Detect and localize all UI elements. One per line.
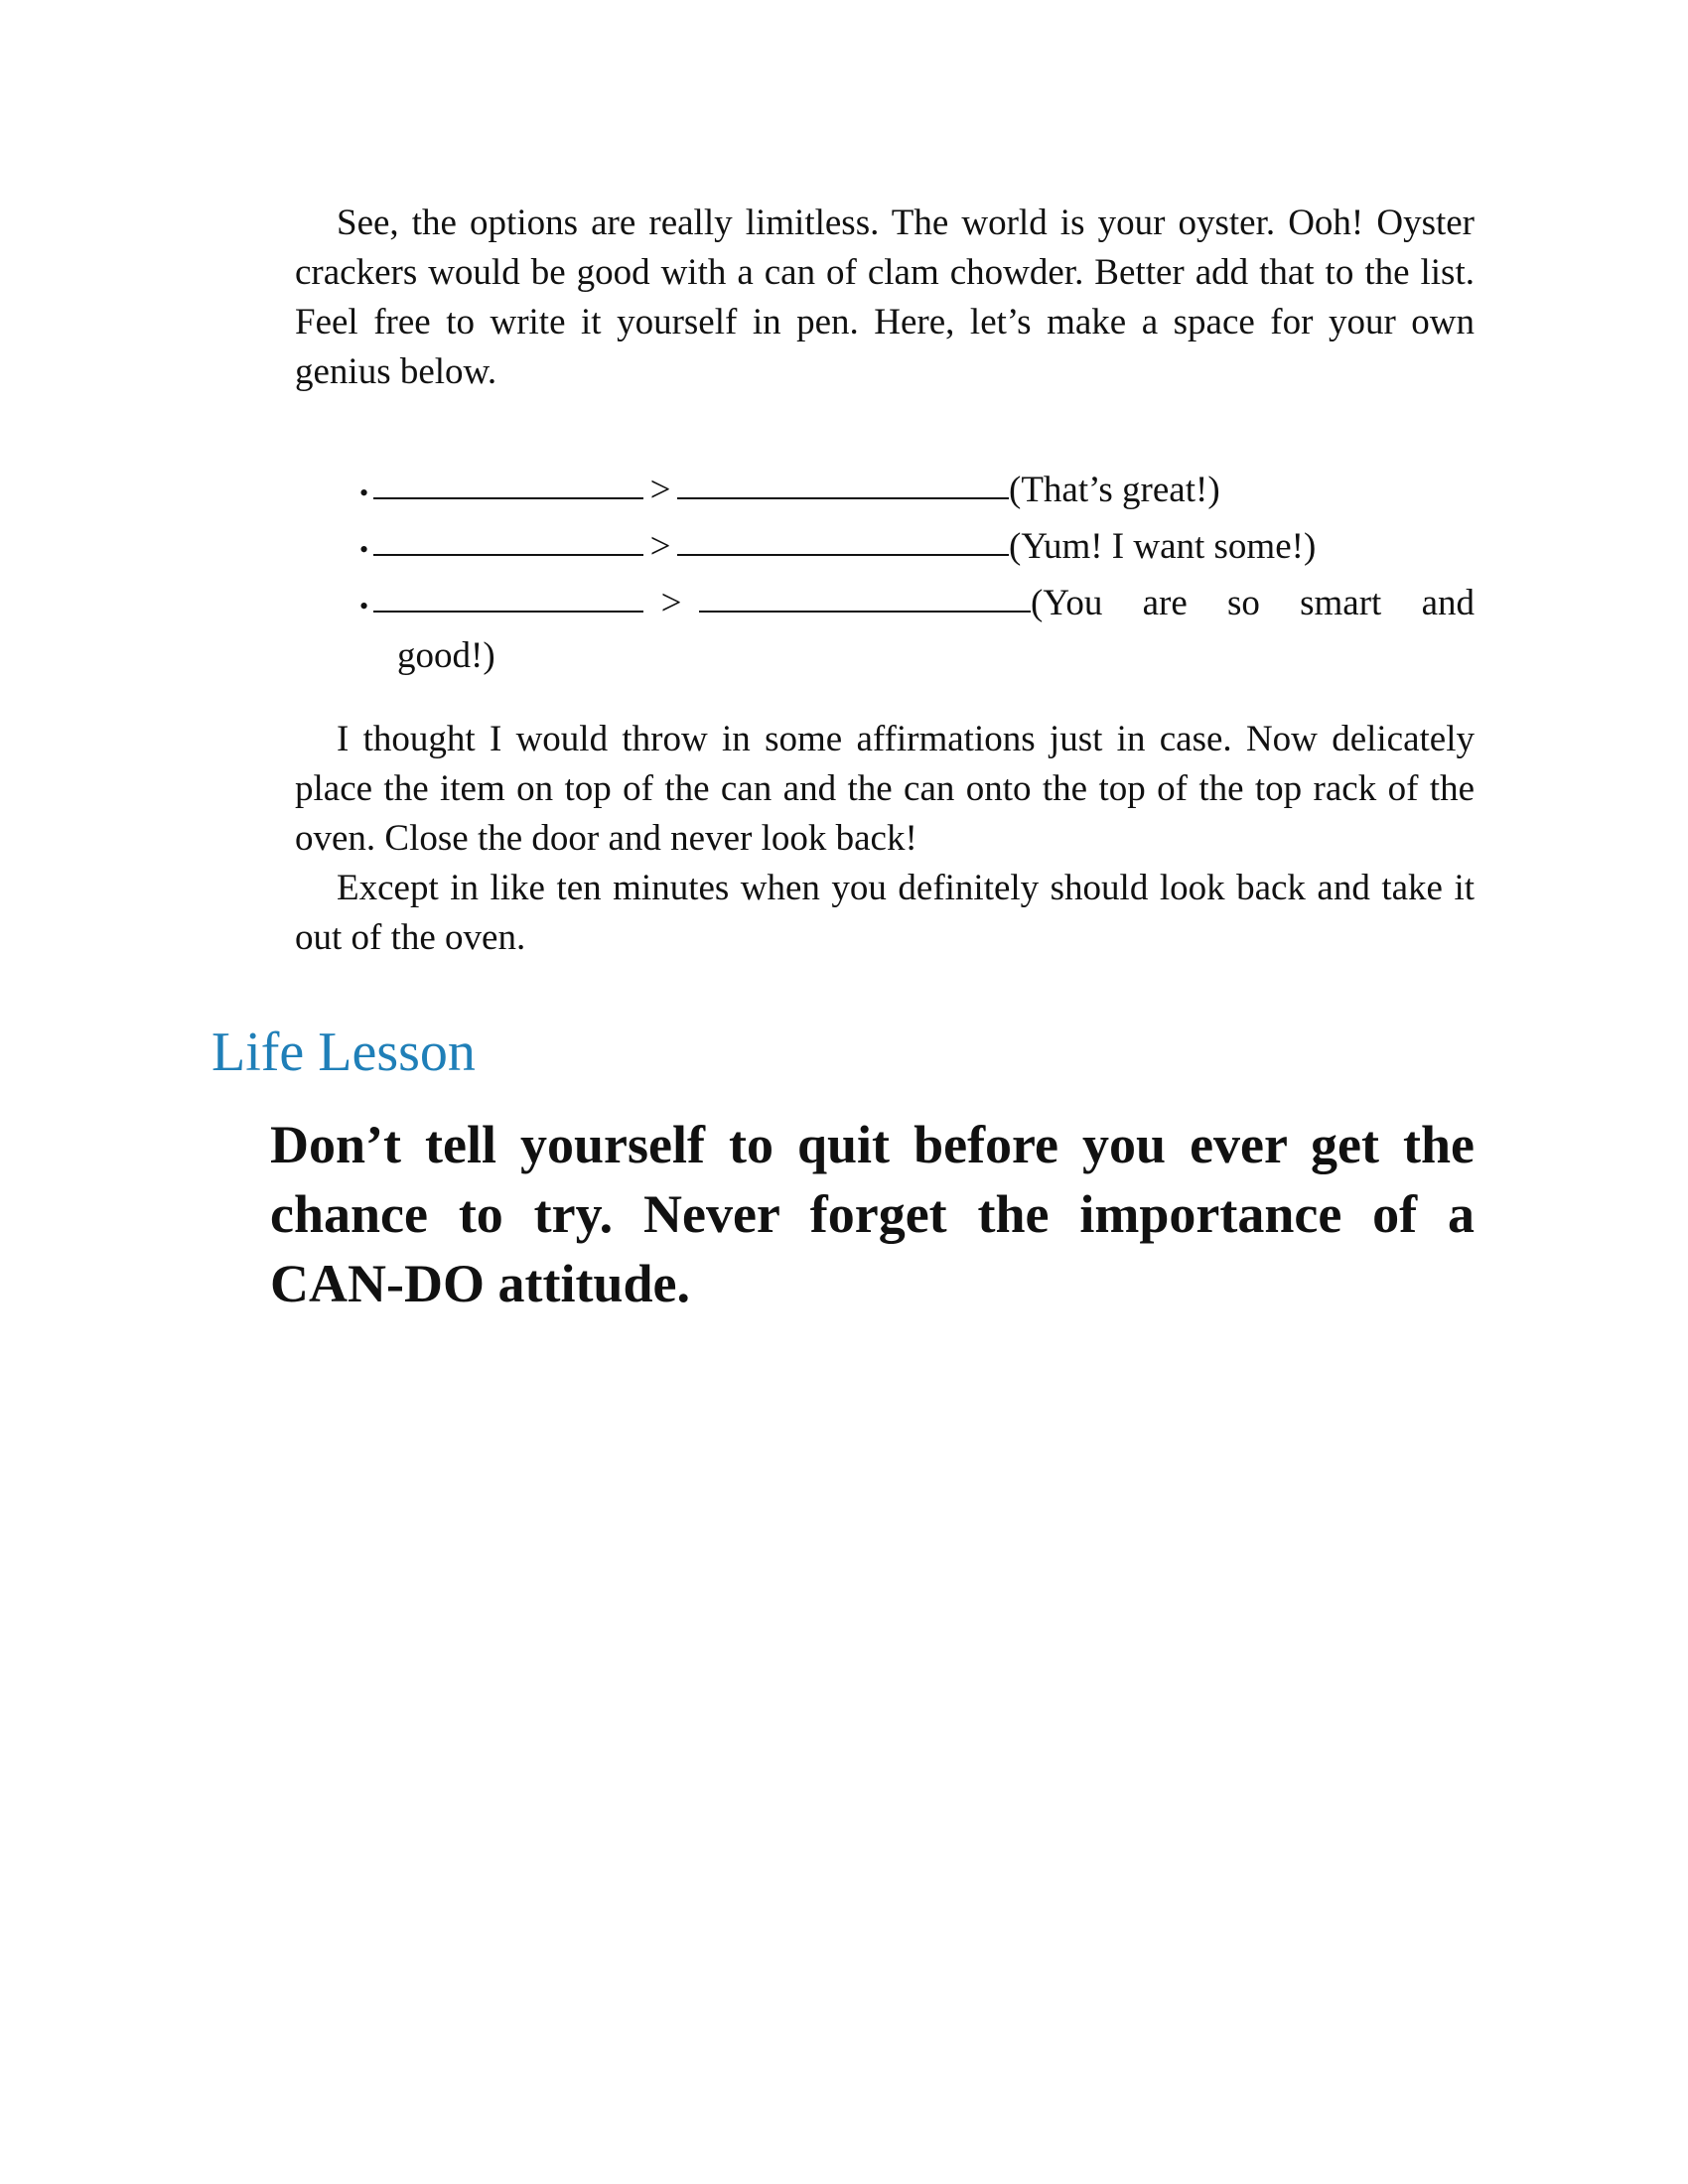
- intro-paragraph: See, the options are really limitless. The world is your oyster. Ooh! Oyster crackers would be good with a can of clam chowder. Better add that to the list. Feel free to write it yourself in pen. Here, let’s make a space for your own genius below.: [295, 203, 1475, 392]
- fill-in-item: [359, 462, 1475, 518]
- intro-section: [295, 199, 1475, 397]
- fill-in-item: [359, 575, 1475, 681]
- except-paragraph: Except in like ten minutes when you definitely should look back and take it out of the oven.: [295, 868, 1475, 958]
- affirmation-comment: (Yum! I want some!): [1009, 526, 1317, 567]
- fill-in-list: [359, 462, 1475, 681]
- affirmation-comment-continuation: good!): [397, 635, 495, 676]
- fill-in-item: [359, 518, 1475, 575]
- bullet-icon: •: [359, 535, 369, 564]
- bullet-icon: •: [359, 478, 369, 507]
- blank-line-result: [699, 573, 1031, 613]
- life-lesson-heading: Life Lesson: [211, 1022, 476, 1083]
- blank-line-result: [677, 460, 1009, 499]
- arrow-symbol: >: [649, 470, 671, 510]
- affirmation-comment: (That’s great!): [1009, 470, 1220, 510]
- blank-line-item: [373, 573, 643, 613]
- instructions-section: [295, 715, 1475, 963]
- affirmation-comment: (You are so smart and: [1031, 583, 1475, 623]
- blank-line-item: [373, 460, 643, 499]
- affirmations-paragraph: I thought I would throw in some affirmations just in case. Now delicately place the item on top of the can and the can onto the top of the top rack of the oven. Close the door and never look back!: [295, 719, 1475, 859]
- bullet-icon: •: [359, 592, 369, 620]
- arrow-symbol: >: [660, 583, 682, 623]
- life-lesson-text: Don’t tell yourself to quit before you ever get the chance to try. Never forget the importance of a CAN-DO attitude.: [270, 1115, 1475, 1313]
- blank-line-result: [677, 516, 1009, 556]
- arrow-symbol: >: [649, 526, 671, 567]
- blank-line-item: [373, 516, 643, 556]
